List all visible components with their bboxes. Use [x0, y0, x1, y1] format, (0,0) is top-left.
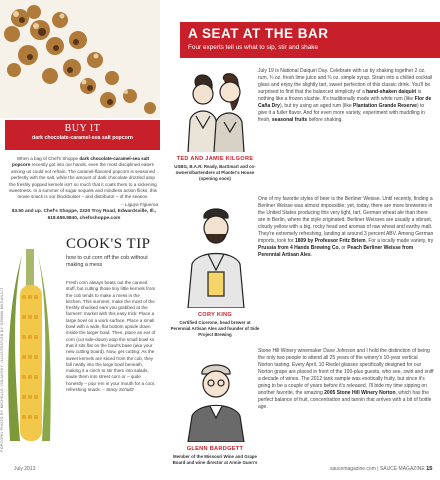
daiquiri-text-1: July 19 is National Daiquiri Day. Celebrate with us by shaking together 2 oz. rum, ¾ oz. fresh lime juice and ¾ oz. simple syrup. Strain into a chilled cocktail glass and enjoy the slightly tart, sweet perfection of this classic drink. You'll be surprised to find that the balanced simplicity of a [258, 68, 433, 95]
expert-name-king: CORY KING [197, 312, 233, 318]
berliner-text-3: or [339, 245, 348, 251]
portrait-kilgore [176, 66, 254, 152]
norton-paragraph [258, 348, 434, 411]
berliner-text-1: One of my favorite styles of beer is the Berliner Weisse. Until recently, finding a Berliner Weisse was almost impossible; yet, today, there are more breweries in the United States producing this very light, tart, German wheat ale than there are in Berlin, where the style originated. Berliner Weisses are usually a vibrant, cloudy yellow with a big, rocky head and aromas of raw wheat and earthy malt. They're extremely refreshing, landing at around 3 percent ABV. Among German imports, look for [258, 196, 434, 244]
section-title: A SEAT AT THE BAR [188, 26, 329, 41]
cooks-tip-title: COOK'S TIP [66, 236, 151, 252]
berliner-bold-3: Peach Berliner Weisse from Perennial Artisan Ales [258, 245, 414, 258]
daiquiri-bold-2: Flor de Caña Dry [258, 96, 432, 109]
shop-info: $3.50 and up. Chef's Shoppe, 2320 Troy Road, Edwardsville, Ill., 618.659.9840, chefsshoppe.com [11, 209, 157, 221]
footer-right [330, 466, 433, 472]
norton-bold-1: 2005 Stone Hill Winery Norton [324, 390, 396, 396]
popcorn-photo [0, 0, 160, 118]
berliner-bold-1: 1809 by Professor Fritz Briem [294, 238, 366, 244]
cooks-tip-credit: – Stacy Schultz [102, 387, 134, 393]
daiquiri-bold-4: seasonal fruits [271, 117, 308, 123]
cooks-tip-subtitle: how to cut corn off the cob without making a mess [66, 255, 148, 268]
cooks-tip-body [66, 280, 156, 393]
berliner-text-2: . For a locally made variety, try [365, 238, 434, 244]
berliner-text-4: . [310, 252, 313, 258]
section-header-banner [180, 22, 440, 58]
daiquiri-paragraph [258, 68, 434, 124]
buy-it-banner [5, 120, 160, 150]
footer-separator: | [375, 466, 380, 472]
expert-name-bardgett: GLENN BARDGETT [186, 446, 244, 452]
expert-desc-king: Certified Cicerone, head brewer at Perennial Artisan Ales and founder of Side Project Brewing [170, 320, 260, 337]
daiquiri-bold-1: hand-shaken daiquiri [366, 89, 417, 95]
corn-photo [4, 245, 54, 445]
buy-it-title: BUY IT [64, 123, 101, 134]
cooks-tip-text: Fresh corn always beats out the canned stuff, but cutting those tiny little kernels from the cob tends to make a mess in the kitchen. This summer, make the most of the freshly shucked ears you grabbed at the farmers' market with this easy trick: Place a large bowl on a work surface. Place a small bowl with a wide, flat bottom upside down inside the larger bowl. Then, place an ear of corn (cut side-down) atop the small bowl so that it sits flat on the bowl's base (aka your new cutting board). Now, get cutting: As the sweet kernels are sliced from the cob, they fall neatly into the large bowl beneath, making it a cinch to stir them into salads, saute them into street corn or – quite honestly – pop 'em in your mouth for a cool, refreshing snack. [66, 280, 156, 393]
daiquiri-text-4: ) to give it a fuller flavor. And for even more variety, experiment with muddling in fresh, [258, 103, 425, 123]
expert-desc-bardgett: Member of the Missouri Wine and Grape Board and wine director at Annie Gunn's [172, 454, 258, 465]
buy-it-body-bold: dark chocolate-caramel-sea salt popcorn [12, 156, 150, 168]
buy-it-subtitle: dark chocolate-caramel-sea salt popcorn [32, 135, 133, 141]
buy-it-body [8, 156, 158, 208]
daiquiri-text-2: is nothing like a frozen slushie. It's traditionally made with white rum (like [258, 89, 422, 102]
daiquiri-bold-3: Plantation Grande Reserve [353, 103, 417, 109]
berliner-paragraph [258, 196, 434, 259]
expert-name-kilgore: TED AND JAMIE KILGORE [176, 156, 254, 162]
expert-desc-kilgore: USBG, B.A.R. Ready, BarSmart and co-owners/bartenders at Planter's House (opening soon) [174, 164, 256, 181]
portrait-bardgett [178, 354, 254, 442]
buy-it-body-intro: When a bag of Chef's Shoppe [16, 156, 80, 161]
footer-page-number: 15 [426, 466, 433, 472]
photo-credit-vertical: POPCORN PHOTO BY MICHELLE VOLANSKY; ILLUSTRATION BY GEMMA MAGANAJT [0, 287, 4, 452]
footer-site: saucemagazine.com [330, 466, 376, 472]
daiquiri-text-5: before shaking. [307, 117, 343, 123]
norton-text-2: , which has the perfect balance of fruit, concentration and tannin that arrives with a bit of bottle age. [258, 390, 432, 410]
footer-magazine: SAUCE MAGAZINE [379, 466, 425, 472]
left-column [0, 0, 160, 480]
buy-it-body-rest: recently got into our hands, even the most disciplined eaters among us could not refrain. The caramel-flavored popcorn is seasoned perfectly with the salt, while the amount of dark chocolate drizzled atop the freshly popped kernels isn't so much that it coats them to a sickening sweetness. In a summer of sugar sequels and mindless action flicks, this movie snack is our blockbuster – and distributor – of the season. [9, 162, 157, 200]
section-subtitle: Four experts tell us what to sip, stir and shake [188, 44, 319, 51]
portrait-king [178, 200, 254, 308]
norton-text-1: Stone Hill Winery winemaker Dave Johnson and I hold the distinction of being the only two people to attend all 25 years of the winery's 10-year vertical Norton tasting. Every April, 10 Riedel glasses specifically designed for our Norton grape are placed in front of the 100-plus guests, who see, swirl and sniff a decade of wines. The 2012 tank sample was exotically fruity, but since it's going to be a couple of years before it's released, I'll bide my time sipping on another favorite, the amazing [258, 348, 434, 396]
berliner-bold-2: Prussia from 4 Hands Brewing Co. [258, 245, 340, 251]
daiquiri-text-3: ), but try using an aged rum (like [279, 103, 354, 109]
footer-date: July 2013 [14, 466, 36, 472]
buy-it-credit: – Liguya Figueroa [121, 201, 158, 207]
